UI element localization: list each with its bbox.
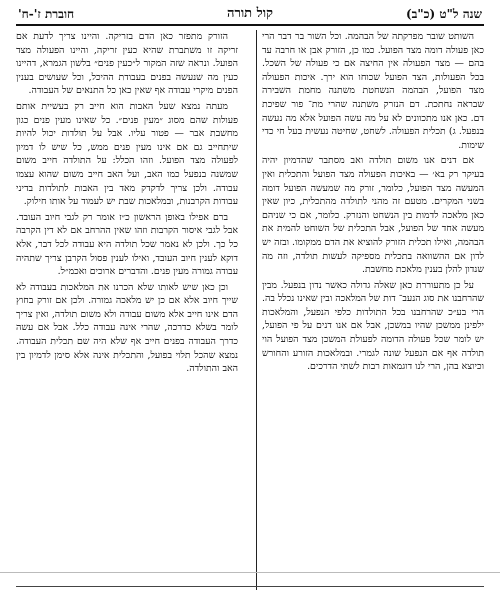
paragraph: על כן מתעוררת כאן שאלה גדולה כאשר נדון בנפעל. מבין שהרחבנו את סוג הנעב־ דות של המלאכה ובין שאינו נכלל בה. הרי בע״כ שהרחבנו בכל התולדות כלפי הנפעל, והמלאכות ילפינן ממשכן שהיו במשכן, אבל אם אנו דנים על פי הפועל, יש לומר שכל פעולה הדומה לפעולת המשכן מצד הפועל הוי תולדה אף אם הנפעל שונה לגמרי. ובמלאכות הזורע והחורש וכיוצא בהן, הרי לנו דוגמאות רבות לשתי הדרכים.: [262, 279, 484, 373]
right-column: [262, 30, 484, 590]
scan-edge: [0, 572, 500, 573]
paragraph: אם דנים אנו משום תולדה ואב מסתבר שהדמיון יהיה בעיקר רק בא׳ — באיכות הפעולה מצד הפועל והתכלית ואין המעשה מצד הפועל, כלומר, זורק מה שמעשה הפועל דומה בשני המקרים. מטעם זה מהני לתולדה מהתכלית, כיון שאין כאן מלאכה לדמות בין הנשחט והנזרק. כלומר, אם כי שניהם מעשה אחד של הפועל, אבל התכלית של השוחט להמית את הבהמה, ואילו תכלית הזורק להוציא את הדם ממקומו. ובזה יש לדון אם ההשוואה בתכלית מספיקה לעשות תולדה, וזה מה שנדון להלן בענין מלאכת מחשבת.: [262, 155, 484, 276]
issue-number: חוברת ז'-ח': [18, 7, 75, 21]
paragraph: וכן כאן שיש לאותו שלא הכרנו את המלאכות בעבודה לא שייך חיוב אלא אם כן יש מלאכה גמורה. ולכן אם זורק בחוץ הדם אינו חייב אלא משום עבודה ולא משום תולדה, ואין צריך לומר בשלא כדרכה, שהרי אינה עבודה כלל. אבל אם עשה כדרך העבודה בפנים חייב אף שלא היה שם תכלית העבודה. נמצא שהכל תלוי בפועל, והתכלית אינה אלא סימן לדמיון בין האב והתולדה.: [16, 281, 238, 375]
paragraph: השותט שובר מפרקתה של הבהמה. וכל השור בר דבר הרי כאן פעולה דומה מצד הפועל. כמו כן, הזורק אבן או חרבה עד בהם — מצד הפעולה אין החיצה אם כי פעולה של השכל. בכל הפעולות, הצד הפועל שכוחו הוא ירך. איכות הפעולה מצד הפועל, הבהמה הנשחטת משתנה מחמת השבירה שבראה נחתכת. דם הנזרק משתנה שהרי מת־ פור שפיכת דם. כאן אנו מתכוונים לא על מה עשה הפועל אלא מה נעשה בנפעל. ג) תכלית הפעולה. לשחט, שחיטה נעשית בעל חי כדי שימות.: [262, 31, 484, 151]
running-header: [16, 6, 484, 26]
paragraph: מעתה נמצא שעל האבות הוא חייב רק בעשיית אותם פעולות שהם מסוג ״מעין פנים״. כל שאינו מעין פנים כגון מחשבת אבר — פטור עליו. אבל על תולדות יכול להיות שיתחייב גם אם אינו מעין פנים ממש, כל שיש לו דמיון לפעולה מצד הפועל. וזהו הכלל: על התולדה חייב משום שמשנה בנפעל כמו האב, ועל האב חייב משום שהוא עצמו עבודה. ולכן צריך לדקדק מאד בין האבות לתולדות בדיני עבודות הקרבנות, ובמלאכות שבת יש לעמוד על אותו חילוק.: [16, 100, 238, 208]
column-divider: [256, 30, 257, 590]
paragraph: הזורק מתפזר כאן הדם בזריקה. והיינו צריך לדעת אם זריקה זו משתברת שהיא כעין זריקה, והיינו הפעולה מצד הפועל. ונראה שזה המקור ל״כעין פנים״ בלשון הגמרא, דהיינו כעין מה שנעשה בפנים בעבודת ההיכל, וכל שעושים בענין הפנים מיקרי עבודה אף שאין כאן כל התנאים של העבודה.: [16, 31, 238, 97]
footer-rule: [16, 586, 484, 587]
journal-title: קול תורה: [226, 6, 273, 21]
text-columns: [16, 30, 484, 590]
left-column: [16, 30, 238, 590]
volume-year: שנה ל"ט (כ"ב): [405, 7, 482, 21]
paragraph: ברם אפילו באופן הראשון כ״ז אומר רק לגבי חיוב העובד. אבל לגבי איסור הקרבות וזהו שאין ההרחב אם לא דין הקרבה כל כך. ולכן לא נאמר שכל תולדה היא עבודה לכל דבר, אלא דוקא לענין חיוב העובד, ואילו לענין פסול הקרבן צריך שתהיה עבודה גמורה מעין פנים. והדברים ארוכים ואכמ״ל.: [16, 211, 238, 278]
